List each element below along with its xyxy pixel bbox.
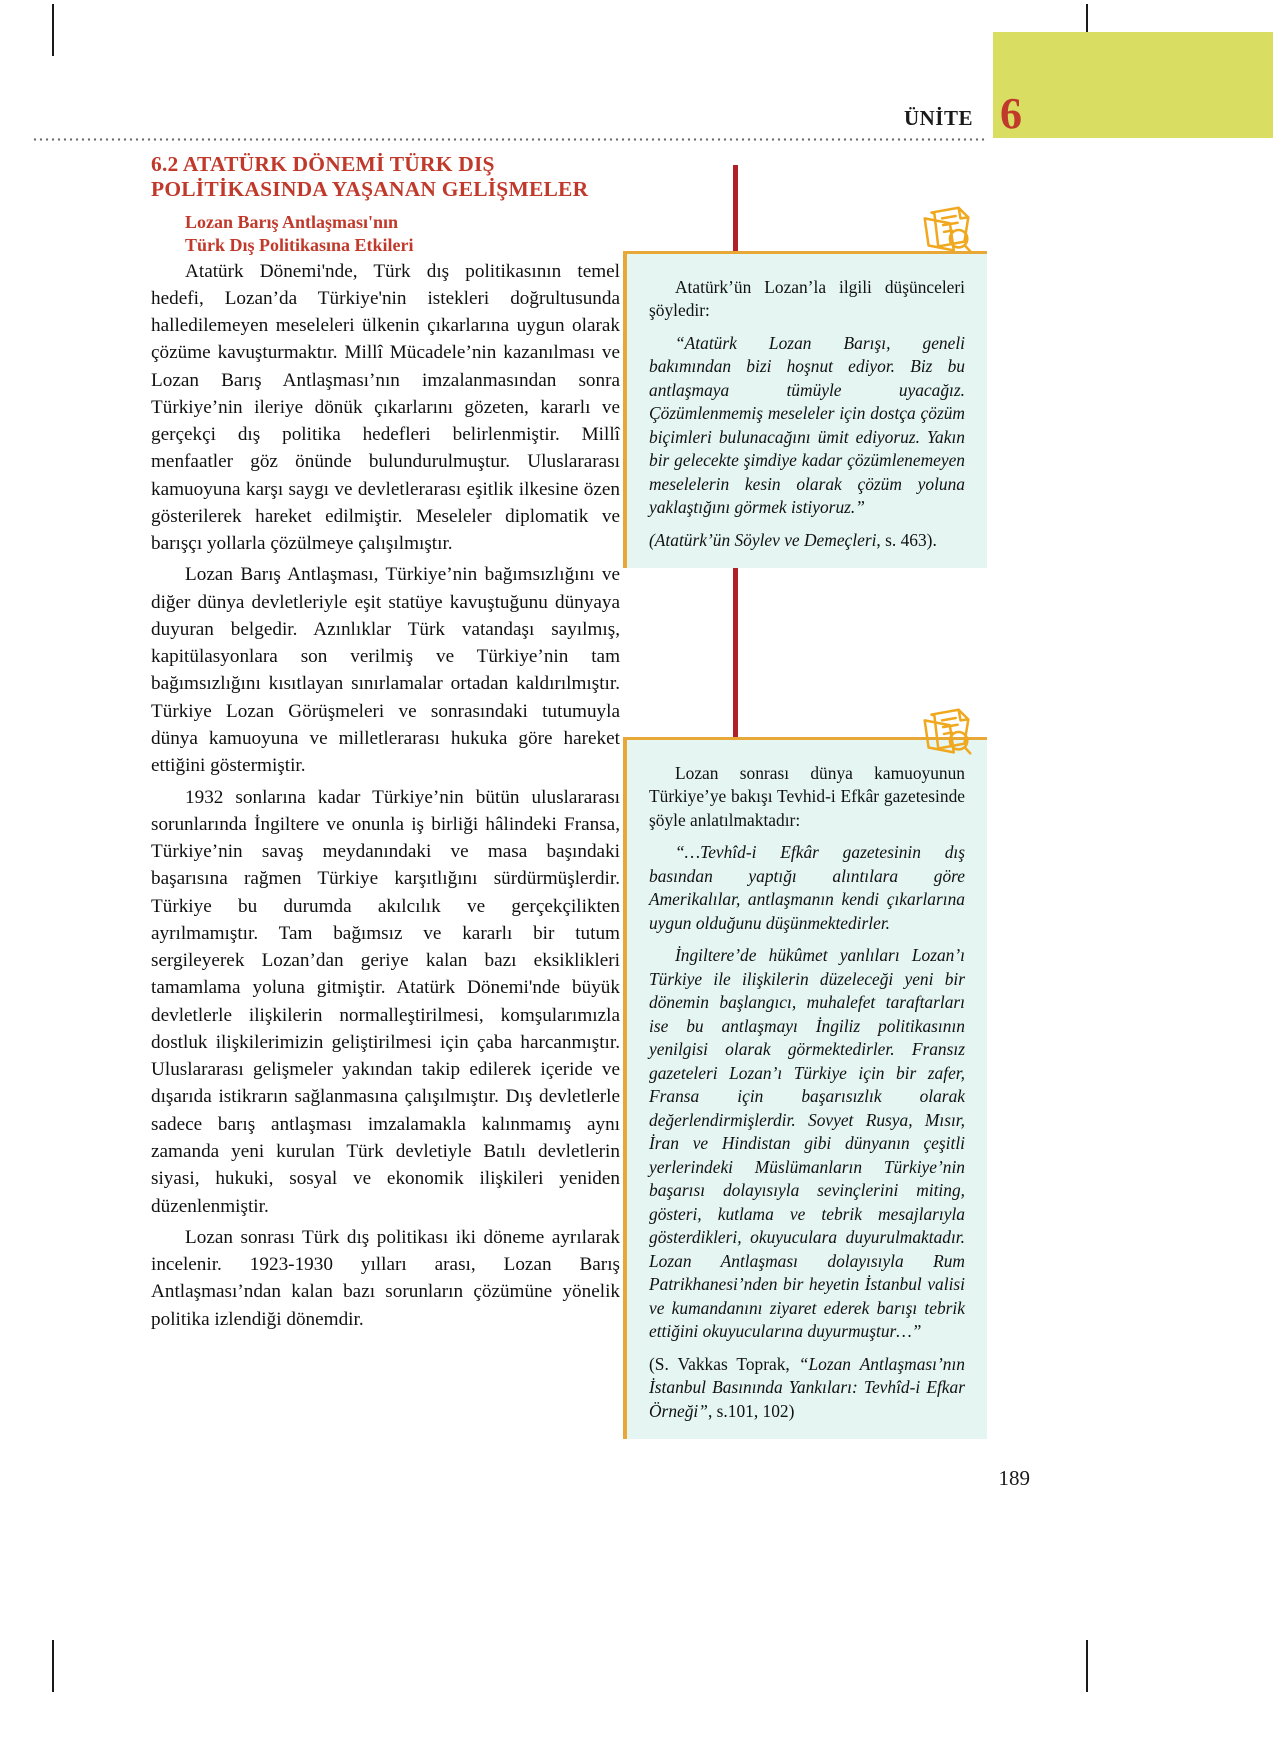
crop-mark-bottom-left: [52, 1640, 54, 1692]
header-dotted-rule: [32, 138, 987, 141]
info-box-1-intro: Atatürk’ün Lozan’la ilgili düşünceleri şöyledir:: [649, 277, 965, 321]
subsection-title: [151, 211, 620, 258]
subsection-title-line1: Lozan Barış Antlaşması'nın: [185, 211, 399, 232]
crop-mark-top-left: [52, 4, 54, 56]
info-box-1-citation: [649, 529, 965, 552]
main-text-column: [151, 152, 620, 1333]
unit-color-block: [993, 32, 1273, 138]
crop-mark-bottom-right: [1086, 1640, 1088, 1692]
info-box-2-quote-1: “…Tevhîd-i Efkâr gazetesinin dış basından yaptığı alıntılara göre Amerikalılar, antlaşmanın kendi çıkarlarına uygun olduğunu düşünmektedirler.: [649, 842, 965, 933]
info-box-ataturk-quote: [623, 251, 987, 568]
paragraph-3: 1932 sonlarına kadar Türkiye’nin bütün uluslararası sorunlarında İngiltere ve onunla iş birliği hâlindeki Fransa, Türkiye’nin savaş meydanındaki ve masa başındaki başarısına rağmen Türkiye karşıtlığını sürdürmüşlerdir. Türkiye bu durumda akılcılık ve gerçekçilikten ayrılmamıştır. Tam bağımsız ve kararlı bir tutum sergileyerek Lozan’dan geriye kalan bazı eksiklikleri tamamlama yoluna gitmiştir. Atatürk Dönemi'nde büyük devletlerle ilişkilerin normalleştirilmesi, komşularımızla dostluk ilişkilerimizin geliştirilmesi için çaba harcanmıştır. Uluslararası gelişmeler yakından takip edilerek içeride ve dışarıda istikrarın sağlanmasına çalışılmıştır. Dış devletlerle sadece barış antlaşması imzalamakla kalınmamış aynı zamanda yeni kurulan Türk devletiyle Batılı devletlerin siyasi, hukuki, sosyal ve ekonomik ilişkileri yeniden düzenlenmiştir.: [151, 786, 620, 1217]
subsection-title-line2: Türk Dış Politikasına Etkileri: [185, 235, 414, 256]
document-magnifier-icon: [915, 701, 977, 763]
document-magnifier-icon: [915, 199, 977, 261]
unit-number: 6: [1000, 89, 1022, 138]
info-box-1-citation-page: , s. 463).: [876, 529, 937, 550]
info-box-2-quote-2: İngiltere’de hükûmet yanlıları Lozan’ı Türkiye ile ilişkilerin düzeleceği yeni bir dönemin başlangıcı, muhalefet taraftarları ise bu antlaşmayı İngiliz politikasının yenilgisi olarak görmektedirler. Fransız gazeteleri Lozan’ı Türkiye için bir zafer, Fransa için başarısızlık olarak değerlendirmişlerdir. Sovyet Rusya, Mısır, İran ve Hindistan gibi dünyanın çeşitli yerlerindeki Müslümanların Türkiye’nin başarısı dolayısıyla sevinçlerini miting, gösteri, kutlama ve tebrik mesajlarıyla gösterdikleri, okuyuculara duyurulmaktadır. Lozan Antlaşması dolayısıyla Rum Patrikhanesi’nden bir heyetin İstanbul valisi ve kumandanını ziyaret ederek barışı tebrik ettiğini okuyucularına duyurmuştur…”: [649, 945, 965, 1342]
paragraph-4: Lozan sonrası Türk dış politikası iki döneme ayrılarak incelenir. 1923-1930 yılları arası, Lozan Barış Antlaşması’ndan kalan bazı sorunların çözümüne yönelik politika izlendiği dönemdir.: [151, 1226, 620, 1330]
paragraph-1: Atatürk Dönemi'nde, Türk dış politikasının temel hedefi, Lozan’da Türkiye'nin istekleri doğrultusunda halledilemeyen meseleleri ülkenin çıkarlarına uygun olarak çözüme kavuşturmaktır. Millî Mücadele’nin kazanılması ve Lozan Barış Antlaşması’nın imzalanmasından sonra Türkiye’nin ileriye dönük çıkarlarını gözeten, kararlı ve gerçekçi dış politika hedefleri belirlenmiştir. Millî menfaatler göz önünde bulundurulmuştur. Uluslararası kamuoyuna karşı saygı ve devletlerarası eşitlik ilkesine özen gösterilerek hareket edilmiştir. Meseleler diplomatik ve barışçı yollarla çözülmeye çalışılmıştır.: [151, 260, 620, 555]
info-box-2-citation-page: , s.101, 102): [707, 1400, 795, 1421]
unit-label: ÜNİTE: [903, 106, 973, 130]
page-number: 189: [998, 1466, 1030, 1490]
info-box-press-reactions: [623, 737, 987, 1439]
info-box-1-citation-source: (Atatürk’ün Söylev ve Demeçleri: [649, 529, 877, 550]
paragraph-2: Lozan Barış Antlaşması, Türkiye’nin bağımsızlığını ve diğer dünya devletleriyle eşit statüye kavuştuğunu dünyaya duyuran belgedir. Azınlıklar Türk vatandaşı sayılmış, kapitülasyonlara son verilmiş ve Türkiye’nin tam bağımsızlığını kısıtlayan sınırlamalar ortadan kaldırılmıştır. Türkiye Lozan Görüşmeleri ve sonrasındaki tutumuyla dünya kamuoyuna ve milletlerarası hukuka göre hareket ettiğini göstermiştir.: [151, 564, 620, 777]
info-box-2-citation-source: “Lozan Antlaşması’nın İstanbul Basınında Yankıları: Tevhîd-i Efkar Örneği”: [649, 1353, 965, 1421]
info-box-2-citation: [649, 1353, 965, 1423]
info-box-1-quote: “Atatürk Lozan Barışı, geneli bakımından bizi hoşnut ediyor. Biz bu antlaşmaya tümüyle uyacağız. Çözümlenmemiş meseleler için dostça çözüm biçimleri bulunacağını ümit ediyoruz. Yakın bir gelecekte şimdiye kadar çözümlenemeyen meselelerin kesin olarak çözüm yoluna yaklaştığını görmek istiyoruz.”: [649, 332, 965, 518]
info-box-2-citation-author: (S. Vakkas Toprak,: [649, 1353, 799, 1374]
page-title: 6.2 ATATÜRK DÖNEMİ TÜRK DIŞ POLİTİKASINDA YAŞANAN GELİŞMELER: [151, 152, 589, 202]
info-box-2-intro: Lozan sonrası dünya kamuoyunun Türkiye’ye bakışı Tevhid-i Efkâr gazetesinde şöyle anlatılmaktadır:: [649, 763, 965, 830]
